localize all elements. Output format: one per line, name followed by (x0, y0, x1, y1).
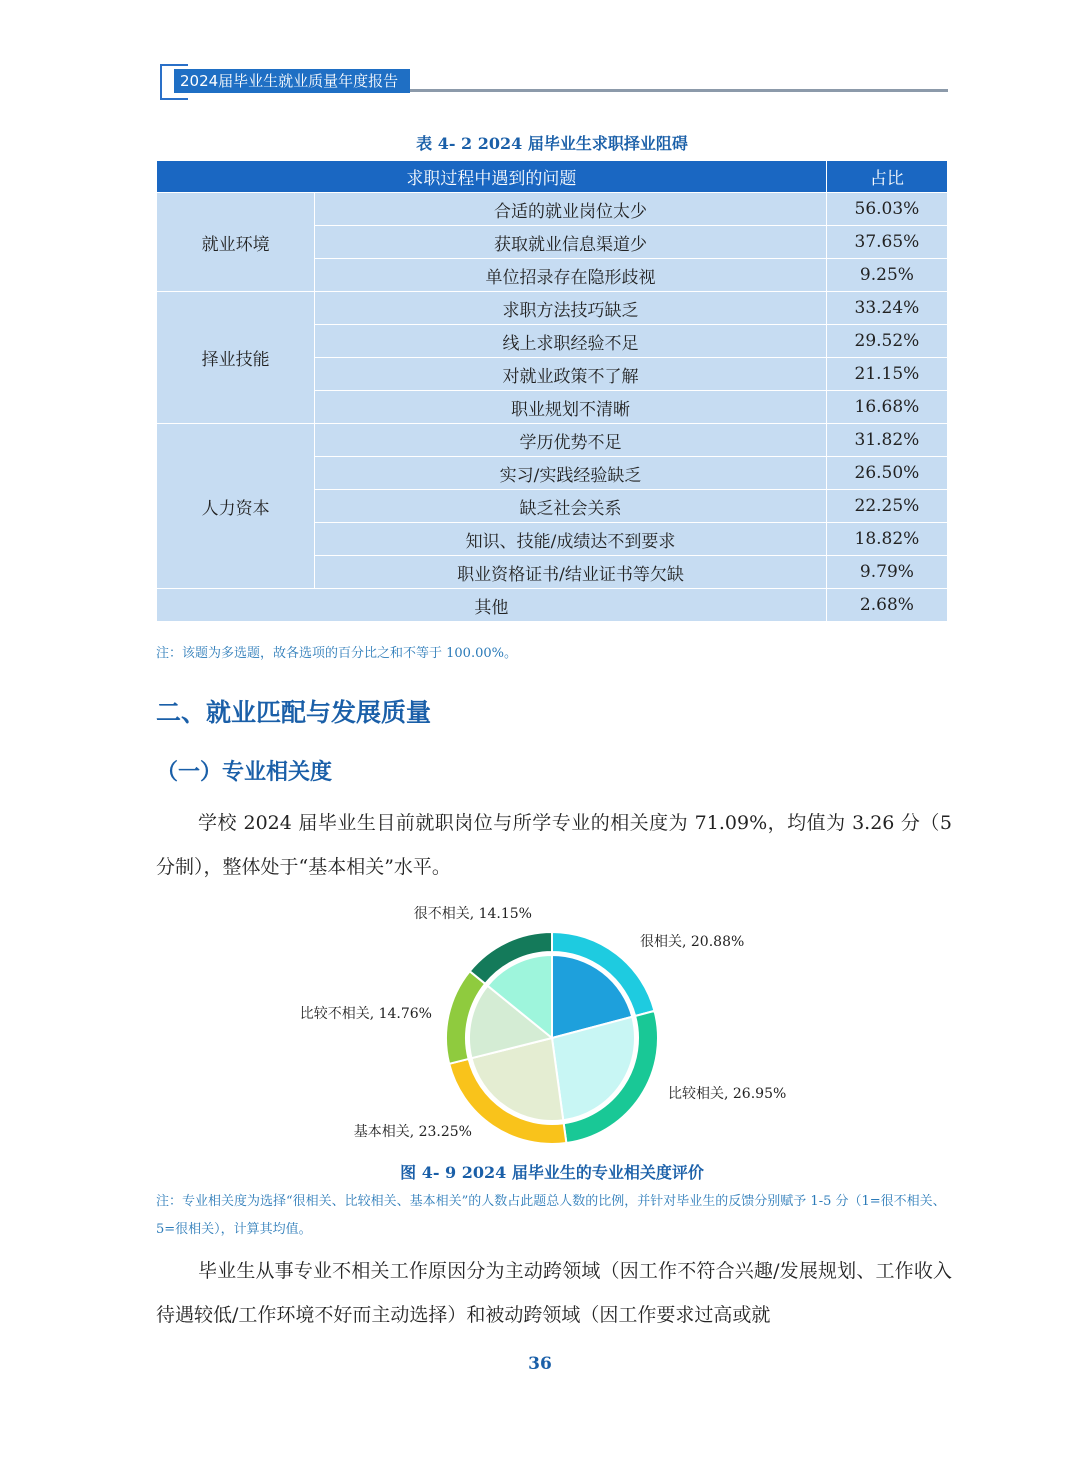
paragraph-relevance: 学校 2024 届毕业生目前就职岗位与所学专业的相关度为 71.09%，均值为 3.26 分（5 分制），整体处于“基本相关”水平。 (156, 812, 952, 878)
table-caption: 表 4- 2 2024 届毕业生求职择业阻碍 (416, 134, 688, 153)
value-cell: 9.25% (826, 259, 947, 292)
pie-label-3: 基本相关, 23.25% (353, 1124, 472, 1140)
item-cell: 单位招录存在隐形歧视 (315, 259, 827, 292)
subsection-heading: （一）专业相关度 (156, 760, 333, 785)
value-cell: 21.15% (826, 358, 947, 391)
item-cell: 实习/实践经验缺乏 (315, 457, 827, 490)
header-title: 2024届毕业生就业质量年度报告 (174, 69, 410, 93)
value-cell: 9.79% (826, 556, 947, 589)
figure-caption: 图 4- 9 2024 届毕业生的专业相关度评价 (400, 1163, 704, 1182)
column-header-problem: 求职过程中遇到的问题 (157, 161, 827, 193)
value-cell: 56.03% (826, 193, 947, 226)
pie-label-4: 比较不相关, 14.76% (299, 1006, 432, 1022)
category-cell: 人力资本 (157, 424, 315, 589)
item-cell: 缺乏社会关系 (315, 490, 827, 523)
item-cell: 其他 (157, 589, 827, 622)
value-cell: 2.68% (826, 589, 947, 622)
item-cell: 职业资格证书/结业证书等欠缺 (315, 556, 827, 589)
table-note: 注：该题为多选题，故各选项的百分比之和不等于 100.00%。 (156, 646, 517, 661)
item-cell: 知识、技能/成绩达不到要求 (315, 523, 827, 556)
relevance-pie-chart (156, 890, 948, 1155)
page-number: 36 (528, 1354, 552, 1374)
category-cell: 就业环境 (157, 193, 315, 292)
item-cell: 线上求职经验不足 (315, 325, 827, 358)
pie-label-1: 很相关, 20.88% (640, 934, 745, 950)
table-header-row (157, 161, 948, 193)
pie-label-2: 比较相关, 26.95% (668, 1086, 787, 1102)
pie-label-5: 很不相关, 14.15% (413, 906, 532, 922)
value-cell: 37.65% (826, 226, 947, 259)
table-row (157, 292, 948, 325)
header-rule (410, 89, 948, 92)
item-cell: 合适的就业岗位太少 (315, 193, 827, 226)
value-cell: 16.68% (826, 391, 947, 424)
value-cell: 22.25% (826, 490, 947, 523)
value-cell: 29.52% (826, 325, 947, 358)
item-cell: 获取就业信息渠道少 (315, 226, 827, 259)
item-cell: 学历优势不足 (315, 424, 827, 457)
item-cell: 对就业政策不了解 (315, 358, 827, 391)
value-cell: 33.24% (826, 292, 947, 325)
column-header-ratio: 占比 (826, 161, 947, 193)
table-row (157, 424, 948, 457)
value-cell: 26.50% (826, 457, 947, 490)
table-row-other (157, 589, 948, 622)
value-cell: 18.82% (826, 523, 947, 556)
figure-note: 注：专业相关度为选择“很相关、比较相关、基本相关”的人数占此题总人数的比例，并针对毕业生的反馈分别赋予 1-5 分（1=很不相关、5=很相关），计算其均值。 (156, 1194, 946, 1237)
paragraph-mismatch-reasons: 毕业生从事专业不相关工作原因分为主动跨领域（因工作不符合兴趣/发展规划、工作收入待遇较低/工作环境不好而主动选择）和被动跨领域（因工作要求过高或就 (156, 1260, 952, 1326)
value-cell: 31.82% (826, 424, 947, 457)
section-heading: 二、就业匹配与发展质量 (156, 698, 432, 727)
table-row (157, 193, 948, 226)
item-cell: 求职方法技巧缺乏 (315, 292, 827, 325)
item-cell: 职业规划不清晰 (315, 391, 827, 424)
category-cell: 择业技能 (157, 292, 315, 424)
job-obstacle-table (156, 160, 948, 622)
